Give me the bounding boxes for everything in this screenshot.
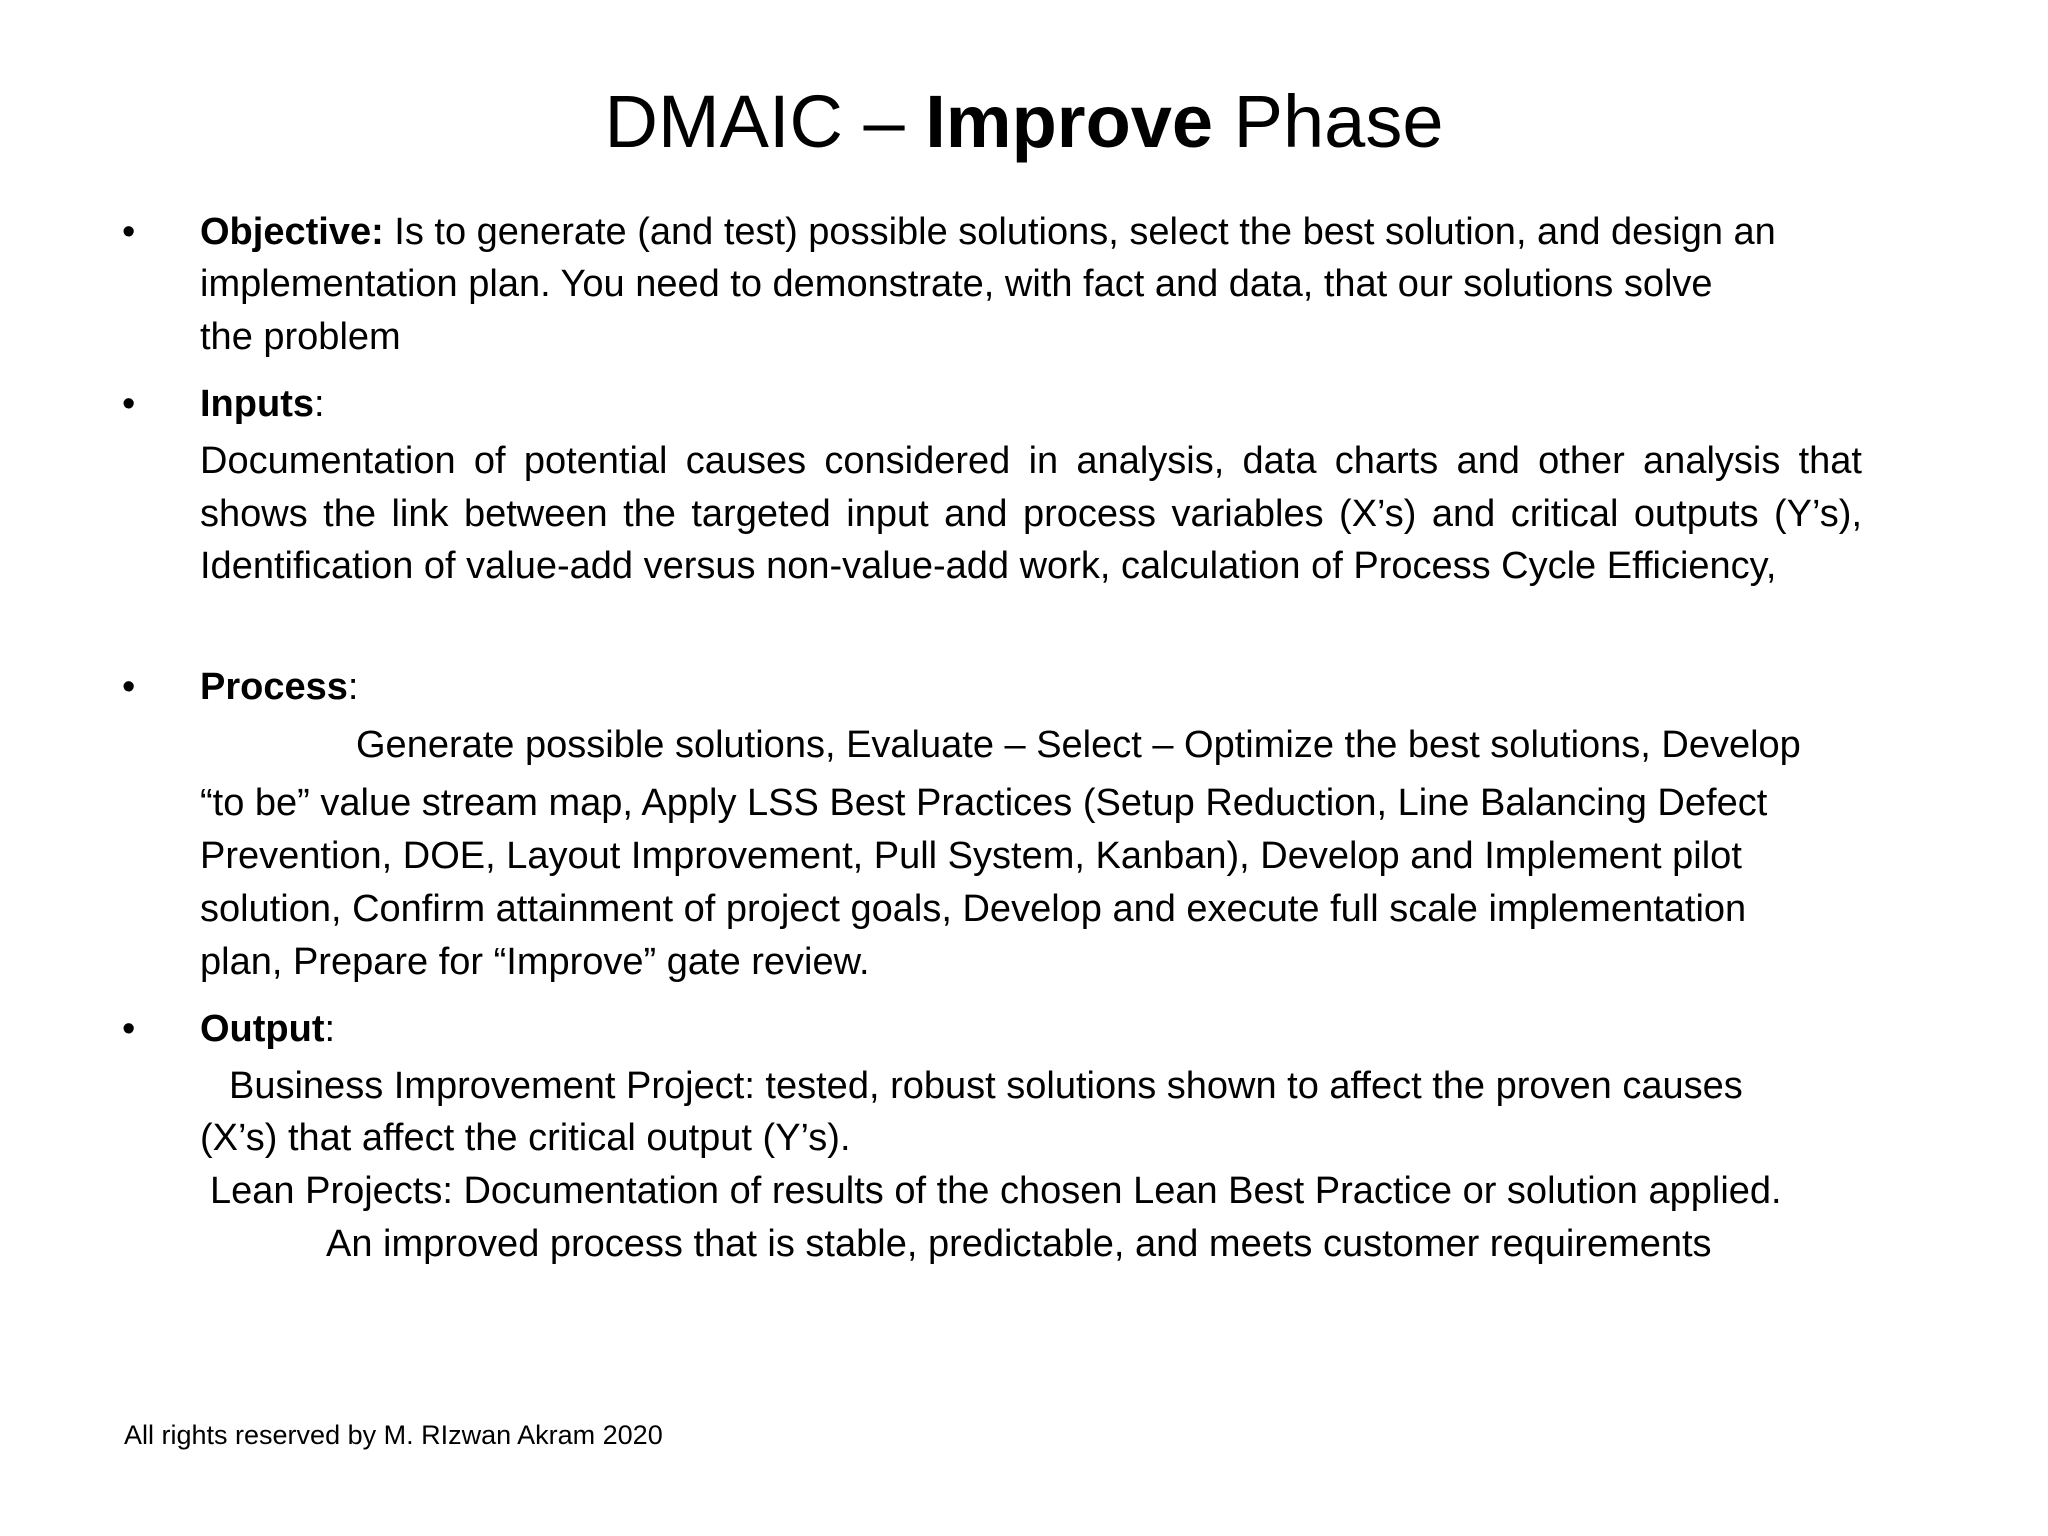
process-heading: [200, 661, 358, 713]
objective-label: Objective:: [200, 211, 384, 253]
output-line-1: Business Improvement Project: tested, robust solutions shown to affect the proven causes: [229, 1065, 1743, 1107]
inputs-colon: :: [313, 383, 325, 425]
process-label: Process: [200, 666, 348, 708]
page-title: [0, 72, 2048, 172]
process-colon: :: [347, 666, 359, 708]
footer-copyright: All rights reserved by M. RIzwan Akram 2020: [124, 1420, 663, 1450]
output-label: Output: [200, 1008, 325, 1050]
process-line-5: plan, Prepare for “Improve” gate review.: [200, 941, 870, 983]
output-heading: [200, 1003, 335, 1055]
objective-line-2: implementation plan. You need to demonstrate, with fact and data, that our solutions solve: [200, 263, 1713, 305]
process-line-1: Generate possible solutions, Evaluate – Select – Optimize the best solutions, Develop: [356, 724, 1801, 766]
objective-text-1: Is to generate (and test) possible solutions, select the best solution, and design an: [383, 211, 1776, 253]
title-bold: Improve: [925, 80, 1214, 163]
output-line-4: An improved process that is stable, predictable, and meets customer requirements: [326, 1223, 1712, 1265]
inputs-heading: [200, 378, 325, 430]
title-suffix: Phase: [1213, 80, 1444, 163]
objective-line-1: [200, 206, 1776, 258]
process-line-3: Prevention, DOE, Layout Improvement, Pull System, Kanban), Develop and Implement pilot: [200, 835, 1742, 877]
bullet-process-dot: •: [122, 666, 136, 708]
bullet-inputs-dot: •: [122, 383, 136, 425]
output-colon: :: [324, 1008, 336, 1050]
bullet-objective-dot: •: [122, 211, 136, 253]
output-line-2: (X’s) that affect the critical output (Y’s).: [200, 1117, 851, 1159]
process-line-2: “to be” value stream map, Apply LSS Best Practices (Setup Reduction, Line Balancing Defect: [200, 782, 1768, 824]
output-line-3: Lean Projects: Documentation of results of the chosen Lean Best Practice or solution applied.: [210, 1170, 1782, 1212]
inputs-label: Inputs: [200, 383, 314, 425]
process-line-4: solution, Confirm attainment of project goals, Develop and execute full scale implementation: [200, 888, 1747, 930]
inputs-text: Documentation of potential causes considered in analysis, data charts and other analysis that shows the link between the targeted input and process variables (X’s) and critical outputs (Y’s), Identification of value-add versus non-value-add work, calculation of Process Cycle Efficiency,: [200, 440, 1862, 587]
objective-line-3: the problem: [200, 316, 401, 358]
title-prefix: DMAIC –: [604, 80, 926, 163]
bullet-output-dot: •: [122, 1008, 136, 1050]
